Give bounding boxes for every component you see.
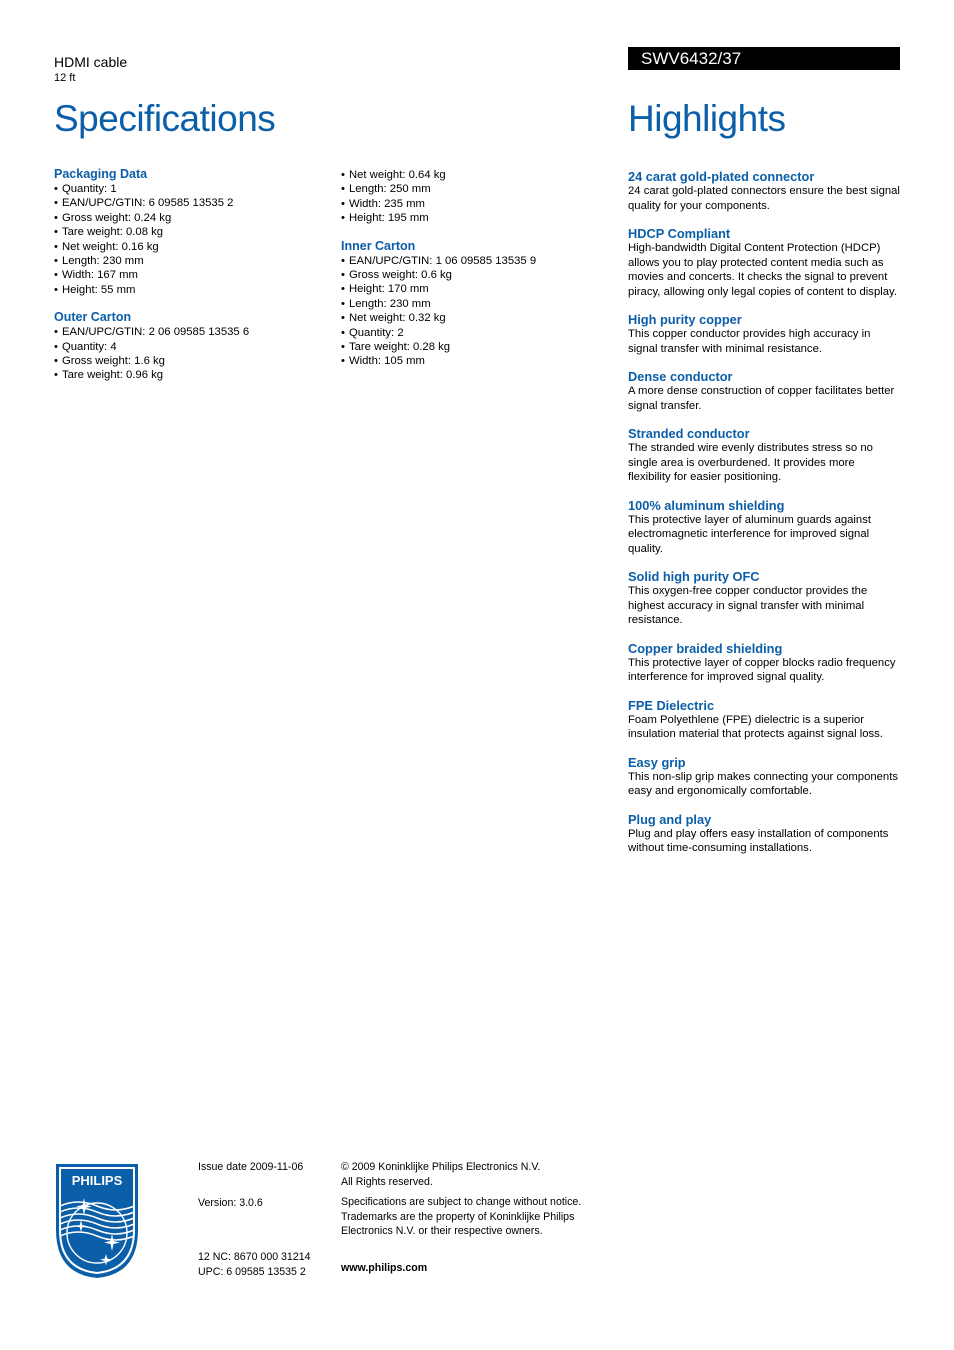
section-heading: Inner Carton <box>341 238 416 253</box>
spec-item: • Gross weight: 0.24 kg <box>54 211 314 225</box>
notice-line: Electronics N.V. or their respective owners. <box>341 1225 543 1237</box>
spec-item: • EAN/UPC/GTIN: 1 06 09585 13535 9 <box>341 254 601 268</box>
footer-legal-column <box>341 1160 603 1275</box>
highlight-item <box>628 426 900 485</box>
notice-line: Specifications are subject to change without notice. <box>341 1196 582 1208</box>
spec-item: • Width: 105 mm <box>341 354 601 368</box>
spec-item: • EAN/UPC/GTIN: 6 09585 13535 2 <box>54 196 314 210</box>
section-heading: Outer Carton <box>54 310 132 325</box>
highlight-body: A more dense construction of copper facilitates better signal transfer. <box>628 385 895 412</box>
highlight-title: HDCP Compliant <box>628 226 731 241</box>
nc-number: 12 NC: 8670 000 31214 <box>198 1251 311 1263</box>
spec-item: • Net weight: 0.64 kg <box>341 168 601 182</box>
spec-list <box>54 182 314 297</box>
spec-list <box>54 325 314 383</box>
spec-item: • Tare weight: 0.08 kg <box>54 225 314 239</box>
spec-item: • Gross weight: 0.6 kg <box>341 268 601 282</box>
highlight-item <box>628 312 900 356</box>
packaging-data-section <box>54 167 314 297</box>
highlight-body: Plug and play offers easy installation of components without time-consuming installations. <box>628 827 889 854</box>
highlight-item <box>628 812 900 856</box>
highlight-item <box>628 369 900 413</box>
highlight-title: Stranded conductor <box>628 426 750 441</box>
highlight-body: The stranded wire evenly distributes stress so no single area is overburdened. It provides more flexibility for easier positioning. <box>628 442 873 483</box>
philips-shield-logo <box>54 1162 140 1280</box>
spec-item: • Quantity: 2 <box>341 326 601 340</box>
spec-item: • Height: 170 mm <box>341 282 601 296</box>
highlight-body: This copper conductor provides high accuracy in signal transfer with minimal resistance. <box>628 328 871 355</box>
highlight-title: High purity copper <box>628 312 742 327</box>
highlight-title: Easy grip <box>628 754 686 770</box>
highlight-body: This non-slip grip makes connecting your components easy and ergonomically comfortable. <box>628 770 899 797</box>
highlight-item <box>628 569 900 628</box>
highlight-item <box>628 169 900 213</box>
notice-line: Trademarks are the property of Koninklijke Philips <box>341 1210 575 1223</box>
spec-item: • Width: 235 mm <box>341 197 601 211</box>
logo-wordmark: PHILIPS <box>71 1173 123 1188</box>
spec-item: • EAN/UPC/GTIN: 2 06 09585 13535 6 <box>54 325 314 339</box>
highlight-body: High-bandwidth Digital Content Protection (HDCP) allows you to play protected content media such as movies and concerts. It checks the signal to prevent piracy, allowing only legal copies of content to display. <box>628 242 897 298</box>
spec-item: • Quantity: 4 <box>54 340 314 354</box>
spec-item: • Length: 230 mm <box>54 254 314 268</box>
spec-item: • Height: 195 mm <box>341 211 601 225</box>
upc-number: UPC: 6 09585 13535 2 <box>198 1265 306 1278</box>
spec-column-left <box>54 167 314 396</box>
product-variant: 12 ft <box>54 72 76 84</box>
highlight-title: 24 carat gold-plated connector <box>628 169 815 184</box>
spec-item: • Height: 55 mm <box>54 283 314 297</box>
spec-item: • Length: 230 mm <box>341 297 601 311</box>
footer-meta-column <box>198 1160 333 1279</box>
highlight-item <box>628 698 900 742</box>
outer-carton-continued <box>341 168 601 226</box>
spec-item: • Length: 250 mm <box>341 182 601 196</box>
highlight-item <box>628 226 900 299</box>
copyright-line: © 2009 Koninklijke Philips Electronics N.V. <box>341 1161 541 1173</box>
highlight-body: This protective layer of aluminum guards against electromagnetic interference for improved signal quality. <box>628 513 871 555</box>
highlight-title: Plug and play <box>628 811 712 827</box>
website-link[interactable]: www.philips.com <box>341 1261 428 1274</box>
spec-item: • Tare weight: 0.28 kg <box>341 340 601 354</box>
spec-item: • Quantity: 1 <box>54 182 314 196</box>
highlight-body: This protective layer of copper blocks radio frequency interference for improved signal quality. <box>628 656 896 683</box>
spec-item: • Width: 167 mm <box>54 268 314 282</box>
highlight-body: Foam Polyethlene (FPE) dielectric is a superior insulation material that protects against signal loss. <box>628 713 883 740</box>
highlight-title: Solid high purity OFC <box>628 569 760 584</box>
version: Version: 3.0.6 <box>198 1196 263 1209</box>
issue-date: Issue date 2009-11-06 <box>198 1161 304 1173</box>
highlights-list <box>628 169 900 869</box>
inner-carton-section <box>341 239 601 369</box>
spec-item: • Net weight: 0.16 kg <box>54 240 314 254</box>
highlight-body: 24 carat gold-plated connectors ensure the best signal quality for your components. <box>628 185 900 212</box>
spec-item: • Gross weight: 1.6 kg <box>54 354 314 368</box>
spec-column-right <box>341 168 601 382</box>
section-heading: Packaging Data <box>54 167 148 181</box>
outer-carton-section <box>54 310 314 383</box>
highlight-title: Dense conductor <box>628 369 733 384</box>
highlight-title: FPE Dielectric <box>628 697 715 713</box>
specifications-title: Specifications <box>54 98 276 139</box>
highlights-title: Highlights <box>628 98 786 139</box>
highlight-title: Copper braided shielding <box>628 640 783 656</box>
highlight-item <box>628 755 900 799</box>
model-number-bar: SWV6432/37 <box>628 47 900 70</box>
spec-list <box>341 168 601 226</box>
highlight-body: This oxygen-free copper conductor provides the highest accuracy in signal transfer with minimal resistance. <box>628 585 868 626</box>
highlight-item <box>628 641 900 685</box>
highlight-title: 100% aluminum shielding <box>628 497 785 513</box>
rights-line: All Rights reserved. <box>341 1175 433 1188</box>
product-name: HDMI cable <box>54 54 128 70</box>
highlight-item <box>628 498 900 557</box>
spec-list <box>341 254 601 369</box>
spec-item: • Net weight: 0.32 kg <box>341 311 601 325</box>
spec-item: • Tare weight: 0.96 kg <box>54 368 314 382</box>
